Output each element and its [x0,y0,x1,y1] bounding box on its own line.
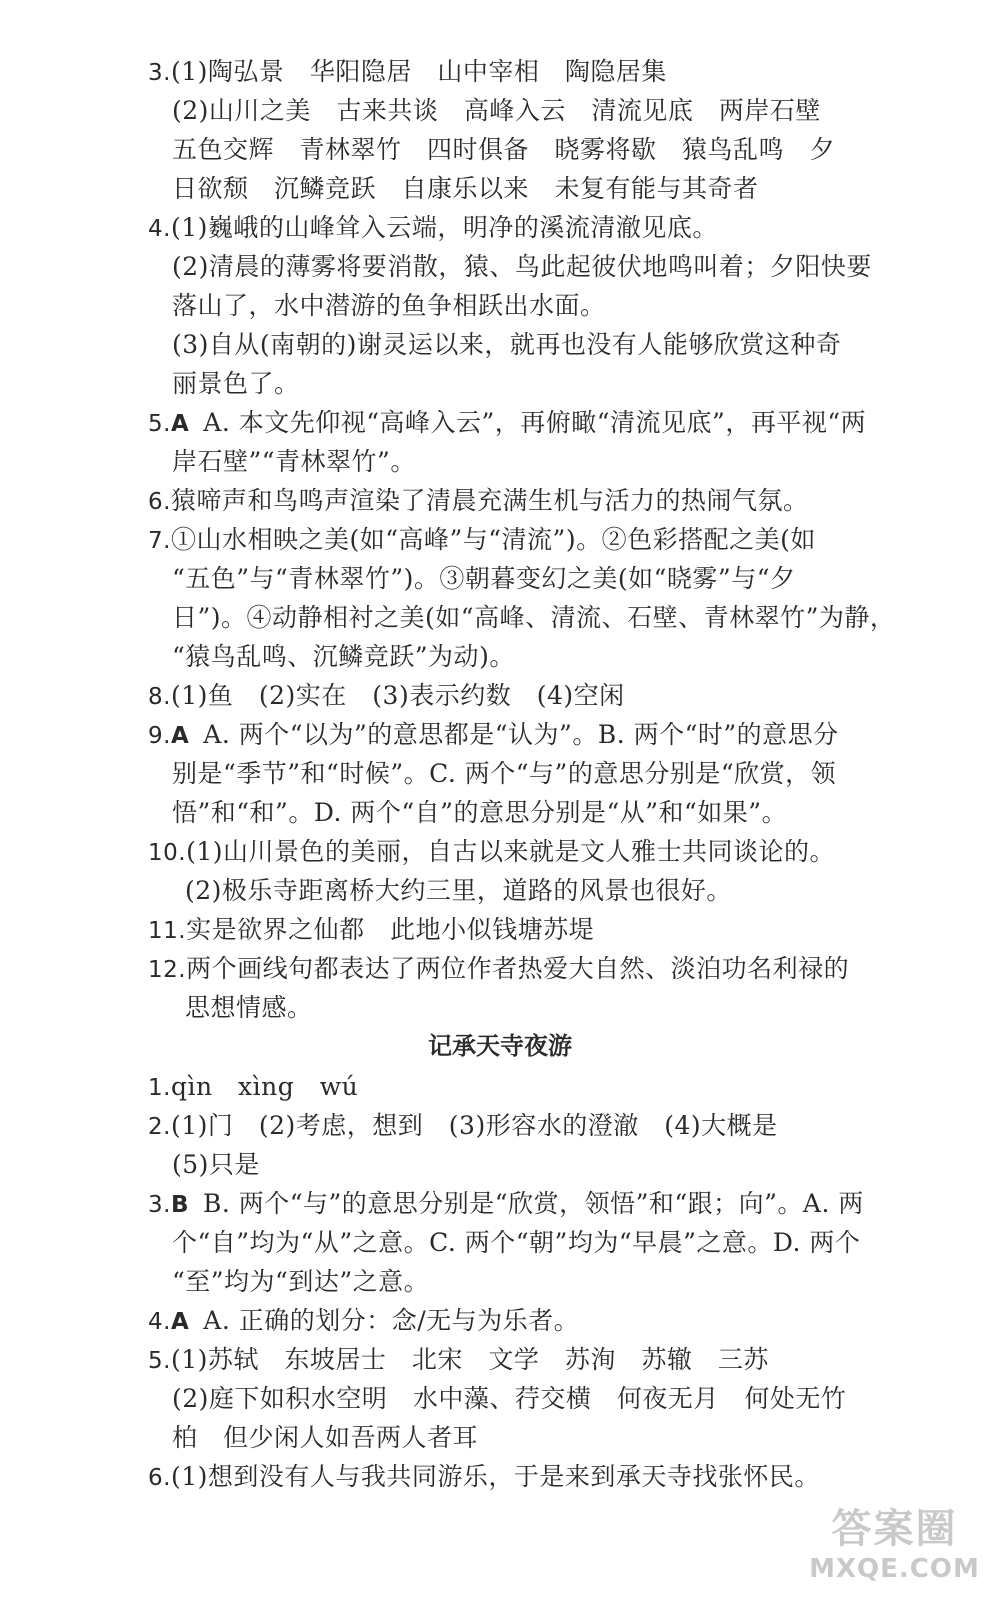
answer-line [172,286,606,326]
answer-line [172,91,821,131]
answer-line [148,676,625,717]
answer-text: 日欲颓 沉鳞竞跃 自康乐以来 未复有能与其奇者 [172,174,759,203]
answer-text: (1)想到没有人与我共同游乐，于是来到承天寺找张怀民。 [170,1462,820,1491]
answer-text: (2)极乐寺距离桥大约三里，道路的风景也很好。 [185,876,732,905]
answer-line [148,1106,778,1147]
answer-line [148,403,866,444]
question-number: 5. [148,411,171,437]
answer-text: (1)苏轼 东坡居士 北宋 文学 苏洵 苏辙 三苏 [170,1345,769,1374]
answer-text: 丽景色了。 [172,369,300,398]
answer-text: “猿鸟乱鸣、沉鳞竞跃”为动)。 [172,642,515,671]
answer-text: 两个画线句都表达了两位作者热爱大自然、淡泊功名利禄的 [186,954,850,983]
question-number: 3. [148,1192,171,1218]
answer-line [148,715,839,756]
answer-line [148,1184,864,1225]
answer-line [172,442,416,482]
answer-text: A. 两个“以为”的意思都是“认为”。B. 两个“时”的意思分 [203,720,839,749]
answer-line [148,832,835,873]
answer-line [172,247,872,287]
answer-line [148,949,849,990]
answer-text: 思想情感。 [185,993,313,1022]
answer-line [172,559,795,599]
answer-choice: A [170,1309,190,1335]
answer-text: 实是欲界之仙都 此地小似钱塘苏堤 [186,915,595,944]
answer-text: (1)陶弘景 华阳隐居 山中宰相 陶隐居集 [170,57,667,86]
answer-line [172,793,787,833]
answer-line [172,637,515,677]
answer-text: 悟”和“和”。D. 两个“自”的意思分别是“从”和“如果”。 [172,798,788,827]
answer-line [148,910,594,951]
answer-text: 别是“季节”和“时候”。C. 两个“与”的意思分别是“欣赏，领 [172,759,837,788]
answer-line [172,1223,860,1263]
answer-line [148,1340,769,1381]
answer-text: (2)庭下如积水空明 水中藻、荇交横 何夜无月 何处无竹 [172,1384,847,1413]
answer-text: “五色”与“青林翠竹”)。③朝暮变幻之美(如“晓雾”与“夕 [172,564,796,593]
answer-line [148,1067,358,1108]
answer-line [148,1301,579,1342]
answer-line [148,208,718,249]
answer-text: A. 本文先仰视“高峰入云”，再俯瞰“清流见底”，再平视“两 [203,408,867,437]
question-number: 8. [148,684,171,710]
question-number: 4. [148,216,171,242]
question-number: 12. [148,957,187,983]
question-number: 2. [148,1114,171,1140]
answer-text: (1)山川景色的美丽，自古以来就是文人雅士共同谈论的。 [186,837,835,866]
question-number: 1. [148,1075,171,1101]
answer-line [172,598,895,638]
answer-text: (1)鱼 (2)实在 (3)表示约数 (4)空闲 [170,681,625,710]
answer-choice: B [170,1192,189,1218]
answer-text: 岸石壁”“青林翠竹”。 [172,447,416,476]
answer-line [172,1418,478,1458]
answer-text: (1)巍峨的山峰耸入云端，明净的溪流清澈见底。 [170,213,718,242]
answer-line [148,52,667,93]
answer-text: 柏 但少闲人如吾两人者耳 [172,1423,479,1452]
question-number: 9. [148,723,171,749]
answer-line [148,1457,820,1498]
answer-line [172,1379,846,1419]
answer-text: (5)只是 [172,1150,260,1179]
answer-text: 五色交辉 青林翠竹 四时俱备 晓雾将歇 猿鸟乱鸣 夕 [172,135,836,164]
answer-text: 猿啼声和鸟鸣声渲染了清晨充满生机与活力的热闹气氛。 [170,486,809,515]
answer-text: qìn xìng wú [170,1072,359,1101]
question-number: 6. [148,489,171,515]
question-number: 6. [148,1465,171,1491]
answer-choice: A [170,723,190,749]
answer-line [148,481,808,522]
answer-line [172,754,836,794]
answer-text: 落山了，水中潜游的鱼争相跃出水面。 [172,291,606,320]
answer-text: (2)山川之美 古来共谈 高峰入云 清流见底 两岸石壁 [172,96,821,125]
answer-line [172,325,841,365]
answer-choice: A [170,411,190,437]
answer-text: (2)清晨的薄雾将要消散，猿、鸟此起彼伏地鸣叫着；夕阳快要 [172,252,872,281]
answer-text: 日”)。④动静相衬之美(如“高峰、清流、石壁、青林翠竹”为静， [172,603,896,632]
answer-line [172,364,300,404]
answer-line [185,988,313,1028]
answer-text: “至”均为“到达”之意。 [172,1267,430,1296]
question-number: 3. [148,60,171,86]
watermark-logo-text: 答案圈 [831,1506,958,1552]
answer-text: (3)自从(南朝的)谢灵运以来，就再也没有人能够欣赏这种奇 [172,330,842,359]
question-number: 4. [148,1309,171,1335]
question-number: 11. [148,918,187,944]
answer-text: (1)门 (2)考虑，想到 (3)形容水的澄澈 (4)大概是 [170,1111,778,1140]
answer-text: A. 正确的划分：念/无与为乐者。 [203,1306,580,1335]
question-number: 5. [148,1348,171,1374]
answer-text: 个“自”均为“从”之意。C. 两个“朝”均为“早晨”之意。D. 两个 [172,1228,861,1257]
answer-text: B. 两个“与”的意思分别是“欣赏，领悟”和“跟；向”。A. 两 [202,1189,864,1218]
question-number: 7. [148,528,171,554]
answer-line [148,520,816,561]
section-title: 记承天寺夜游 [428,1032,572,1060]
answer-line [185,871,732,911]
answer-line [172,1262,429,1302]
answer-line [172,130,835,170]
question-number: 10. [148,840,187,866]
answer-line [172,1145,260,1185]
watermark [807,1506,982,1596]
answer-text: ①山水相映之美(如“高峰”与“清流”)。②色彩搭配之美(如 [170,525,816,554]
answer-line [172,169,759,209]
watermark-url: MXQE.COM [809,1554,980,1584]
